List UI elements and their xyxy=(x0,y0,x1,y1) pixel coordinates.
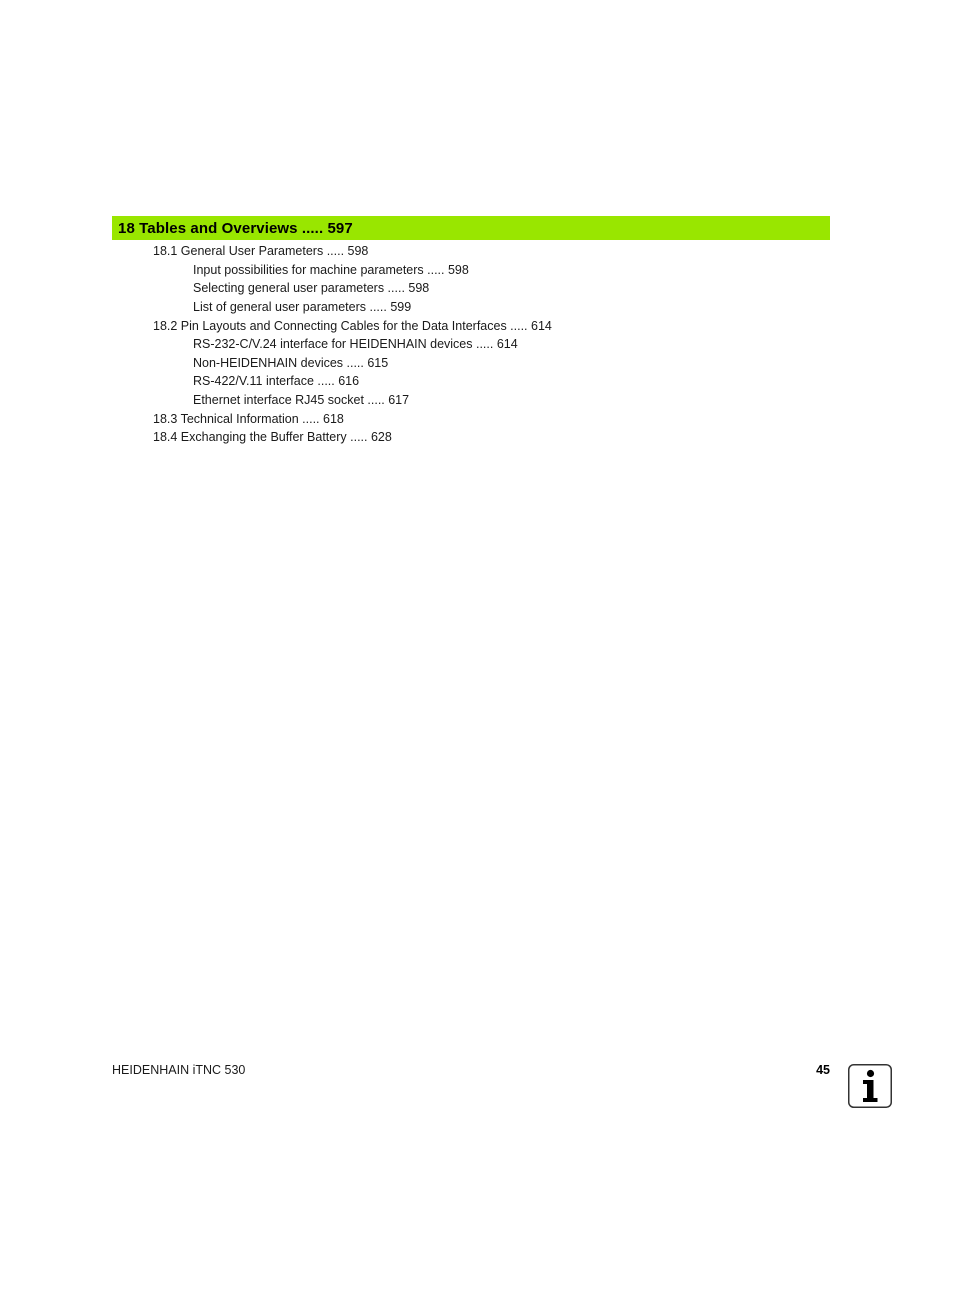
toc-entry-list-parameters[interactable]: List of general user parameters ..... 599 xyxy=(193,300,412,314)
chapter-header xyxy=(112,216,830,240)
footer-title: HEIDENHAIN iTNC 530 xyxy=(112,1063,246,1077)
toc-entry-rs232[interactable]: RS-232-C/V.24 interface for HEIDENHAIN devices ..... 614 xyxy=(193,337,518,351)
toc-section-18-3[interactable]: 18.3 Technical Information ..... 618 xyxy=(153,412,344,426)
toc-section-18-2[interactable]: 18.2 Pin Layouts and Connecting Cables for the Data Interfaces ..... 614 xyxy=(153,319,552,333)
toc-entry-selecting-parameters[interactable]: Selecting general user parameters ..... 598 xyxy=(193,281,430,295)
toc-entry-rs422[interactable]: RS-422/V.11 interface ..... 616 xyxy=(193,374,360,388)
toc-section-18-1[interactable]: 18.1 General User Parameters ..... 598 xyxy=(153,244,369,258)
toc-entry-non-heidenhain[interactable]: Non-HEIDENHAIN devices ..... 615 xyxy=(193,356,389,370)
toc-entry-input-possibilities[interactable]: Input possibilities for machine parameters ..... 598 xyxy=(193,263,469,277)
toc-entry-ethernet[interactable]: Ethernet interface RJ45 socket ..... 617 xyxy=(193,393,410,407)
page-number: 45 xyxy=(816,1063,830,1077)
toc-section-18-4[interactable]: 18.4 Exchanging the Buffer Battery ..... 628 xyxy=(153,430,392,444)
chapter-title[interactable]: 18 Tables and Overviews ..... 597 xyxy=(118,219,353,237)
info-icon xyxy=(848,1064,892,1108)
